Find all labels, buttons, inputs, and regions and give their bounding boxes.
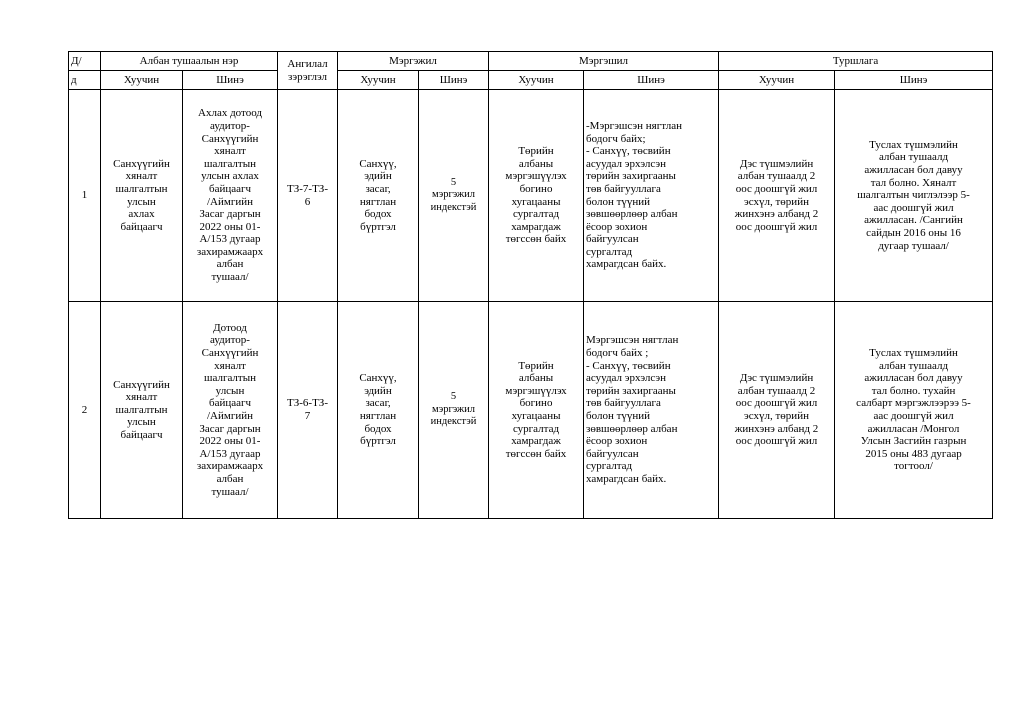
header-name-new: Шинэ (183, 71, 278, 90)
table-row (69, 90, 993, 302)
header-row-2 (69, 71, 993, 90)
position-name-old: Санхүүгийн хяналт шалгалтын улсын ахлах байцаагч (101, 90, 183, 302)
row-number: 2 (69, 302, 101, 519)
experience-new: Туслах түшмэлийн албан тушаалд ажилласан бол давуу тал болно. Хяналт шалгалтын чиглэлээр 5- аас доошгүй жил ажилласан. /Сангийн сайдын 2016 оны 16 дугаар тушаал/ (835, 90, 993, 302)
header-experience: Туршлага (719, 52, 993, 71)
profession-new: 5 мэргэжил индекстэй (419, 90, 489, 302)
profession-old: Санхүү, эдийн засаг, нягтлан бодох бүртгэл (338, 302, 419, 519)
header-dd (69, 52, 101, 71)
category-grade: ТЗ-6-ТЗ- 7 (278, 302, 338, 519)
skill-new: -Мэргэшсэн нягтлан бодогч байх; - Санхүү, төсвийн асуудал эрхэлсэн төрийн захиргааны төв байгууллага болон түүний зөвшөөрлөөр албан ёсоор зохион байгуулсан сургалтад хамрагдсан байх. (584, 90, 719, 302)
category-grade: ТЗ-7-ТЗ- 6 (278, 90, 338, 302)
skill-old: Төрийн албаны мэргэшүүлэх богино хугацааны сургалтад хамрагдаж төгссөн байх (489, 302, 584, 519)
header-name-old: Хуучин (101, 71, 183, 90)
header-skill-new: Шинэ (584, 71, 719, 90)
header-profession: Мэргэжил (338, 52, 489, 71)
profession-new: 5 мэргэжил индекстэй (419, 302, 489, 519)
position-name-old: Санхүүгийн хяналт шалгалтын улсын байцаагч (101, 302, 183, 519)
header-profession-new: Шинэ (419, 71, 489, 90)
header-skill-old: Хуучин (489, 71, 584, 90)
profession-old: Санхүү, эдийн засаг, нягтлан бодох бүртгэл (338, 90, 419, 302)
experience-old: Дэс түшмэлийн албан тушаалд 2 оос доошгүй жил эсхүл, төрийн жинхэнэ албанд 2 оос доошгүй жил (719, 302, 835, 519)
header-profession-old: Хуучин (338, 71, 419, 90)
position-requirements-table (68, 51, 993, 519)
position-name-new: Ахлах дотоод аудитор- Санхүүгийн хяналт шалгалтын улсын ахлах байцаагч /Аймгийн Засаг даргын 2022 оны 01- А/153 дугаар захирамжаарх албан тушаал/ (183, 90, 278, 302)
header-category: Ангилал зэрэглэл (278, 52, 338, 90)
header-dd-line2: д (69, 71, 101, 90)
skill-old: Төрийн албаны мэргэшүүлэх богино хугацааны сургалтад хамрагдаж төгссөн байх (489, 90, 584, 302)
row-number: 1 (69, 90, 101, 302)
header-skill: Мэргэшил (489, 52, 719, 71)
header-row-1 (69, 52, 993, 71)
header-experience-old: Хуучин (719, 71, 835, 90)
table-row (69, 302, 993, 519)
header-experience-new: Шинэ (835, 71, 993, 90)
header-position-name: Албан тушаалын нэр (101, 52, 278, 71)
position-name-new: Дотоод аудитор- Санхүүгийн хяналт шалгалтын улсын байцаагч /Аймгийн Засаг даргын 2022 оны 01- А/153 дугаар захирамжаарх албан тушаал/ (183, 302, 278, 519)
experience-new: Туслах түшмэлийн албан тушаалд ажилласан бол давуу тал болно. тухайн салбарт мэргэжлээрээ 5- аас доошгүй жил ажилласан /Монгол Улсын Засгийн газрын 2015 оны 483 дугаар тогтоол/ (835, 302, 993, 519)
skill-new: Мэргэшсэн нягтлан бодогч байх ; - Санхүү, төсвийн асуудал эрхэлсэн төрийн захиргааны төв байгууллага болон түүний зөвшөөрлөөр албан ёсоор зохион байгуулсан сургалтад хамрагдсан байх. (584, 302, 719, 519)
header-dd-line1: Д/ (71, 54, 82, 67)
experience-old: Дэс түшмэлийн албан тушаалд 2 оос доошгүй жил эсхүл, төрийн жинхэнэ албанд 2 оос доошгүй жил (719, 90, 835, 302)
